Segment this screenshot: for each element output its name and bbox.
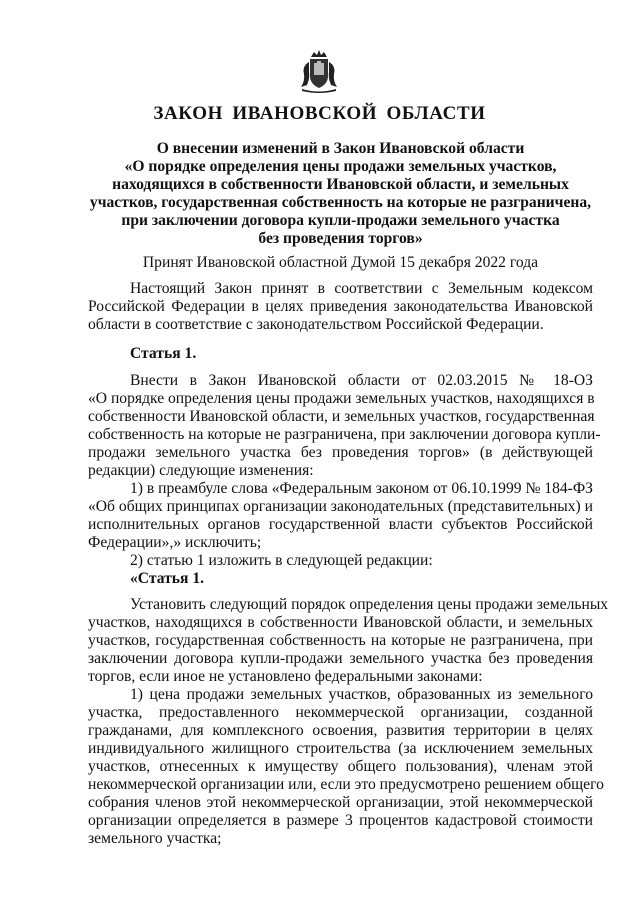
text-line: «Об общих принципах организации законодательных (представительных) и	[88, 498, 593, 515]
item-1	[88, 480, 593, 552]
text-line: продажи земельного участка без проведения торгов» (в действующей	[88, 444, 593, 461]
text-line: участка, предоставленного некоммерческой организации, созданной	[88, 704, 593, 721]
text-line: Настоящий Закон принят в соответствии с Земельным кодексом	[130, 280, 593, 297]
text-line: области в соответствие с законодательством Российской Федерации.	[88, 316, 544, 333]
text-line: участков, находящихся в собственности Ивановской области, и земельных	[88, 614, 593, 631]
preamble	[88, 280, 593, 334]
text-line: Внести в Закон Ивановской области от 02.03.2015 № 18-ОЗ	[130, 372, 593, 389]
article-1-heading: Статья 1.	[130, 345, 197, 362]
law-subject	[88, 140, 593, 248]
text-line: Федерации»,» исключить;	[88, 534, 262, 551]
text-line: 2) статью 1 изложить в следующей редакции:	[130, 552, 433, 569]
text-line: участков, отнесенных к имуществу общего пользования), членам этой	[88, 758, 593, 775]
text-line: участков, государственная собственность на которые не разграничена, при	[88, 632, 593, 649]
text-line: торгов, если иное не установлено федеральными законами:	[88, 668, 483, 685]
text-line: исполнительных органов государственной власти субъектов Российской	[88, 516, 593, 533]
text-line: земельного участка;	[88, 830, 222, 847]
subject-line: находящихся в собственности Ивановской области, и земельных	[112, 176, 569, 193]
text-line: заключении договора купли-продажи земельного участка без проведения	[88, 650, 593, 667]
coat-of-arms-icon	[296, 48, 342, 94]
document-title: ЗАКОН ИВАНОВСКОЙ ОБЛАСТИ	[153, 103, 486, 124]
quoted-item-1	[88, 686, 604, 848]
text-line: собственности Ивановской области, и земельных участков, государственная	[88, 408, 595, 425]
quoted-article-heading: «Статья 1.	[130, 570, 205, 587]
text-line: 1) в преамбуле слова «Федеральным законом от 06.10.1999 № 184-ФЗ	[130, 480, 593, 497]
text-line: редакции) следующие изменения:	[88, 462, 314, 479]
quoted-article-intro	[88, 596, 609, 686]
text-line: собственность на которые не разграничена, при заключении договора купли-	[88, 426, 601, 443]
adoption-date: Принят Ивановской областной Думой 15 декабря 2022 года	[142, 254, 539, 271]
article-1-intro	[88, 372, 601, 480]
text-line: 1) цена продажи земельных участков, образованных из земельного	[130, 686, 593, 703]
text-line: индивидуального жилищного строительства (за исключением земельных	[88, 740, 593, 757]
subject-line: участков, государственная собственность на которые не разграничена,	[89, 194, 592, 211]
subject-line: О внесении изменений в Закон Ивановской области	[156, 140, 525, 157]
text-line: собрания членов этой некоммерческой организации, этой некоммерческой	[88, 794, 593, 811]
item-2	[88, 552, 593, 570]
text-line: «О порядке определения цены продажи земельных участков, находящихся в	[88, 390, 595, 407]
text-line: гражданами, для комплексного освоения, развития территории в целях	[88, 722, 593, 739]
text-line: организации определяется в размере 3 процентов кадастровой стоимости	[88, 812, 593, 829]
text-line: Российской Федерации в целях приведения законодательства Ивановской	[88, 298, 593, 315]
subject-line: при заключении договора купли-продажи земельного участка	[121, 212, 560, 229]
text-line: некоммерческой организации или, если это предусмотрено решением общего	[88, 776, 604, 793]
subject-line: «О порядке определения цены продажи земельных участков,	[124, 158, 557, 175]
text-line: Установить следующий порядок определения цены продажи земельных	[130, 596, 609, 613]
subject-line: без проведения торгов»	[258, 230, 423, 247]
